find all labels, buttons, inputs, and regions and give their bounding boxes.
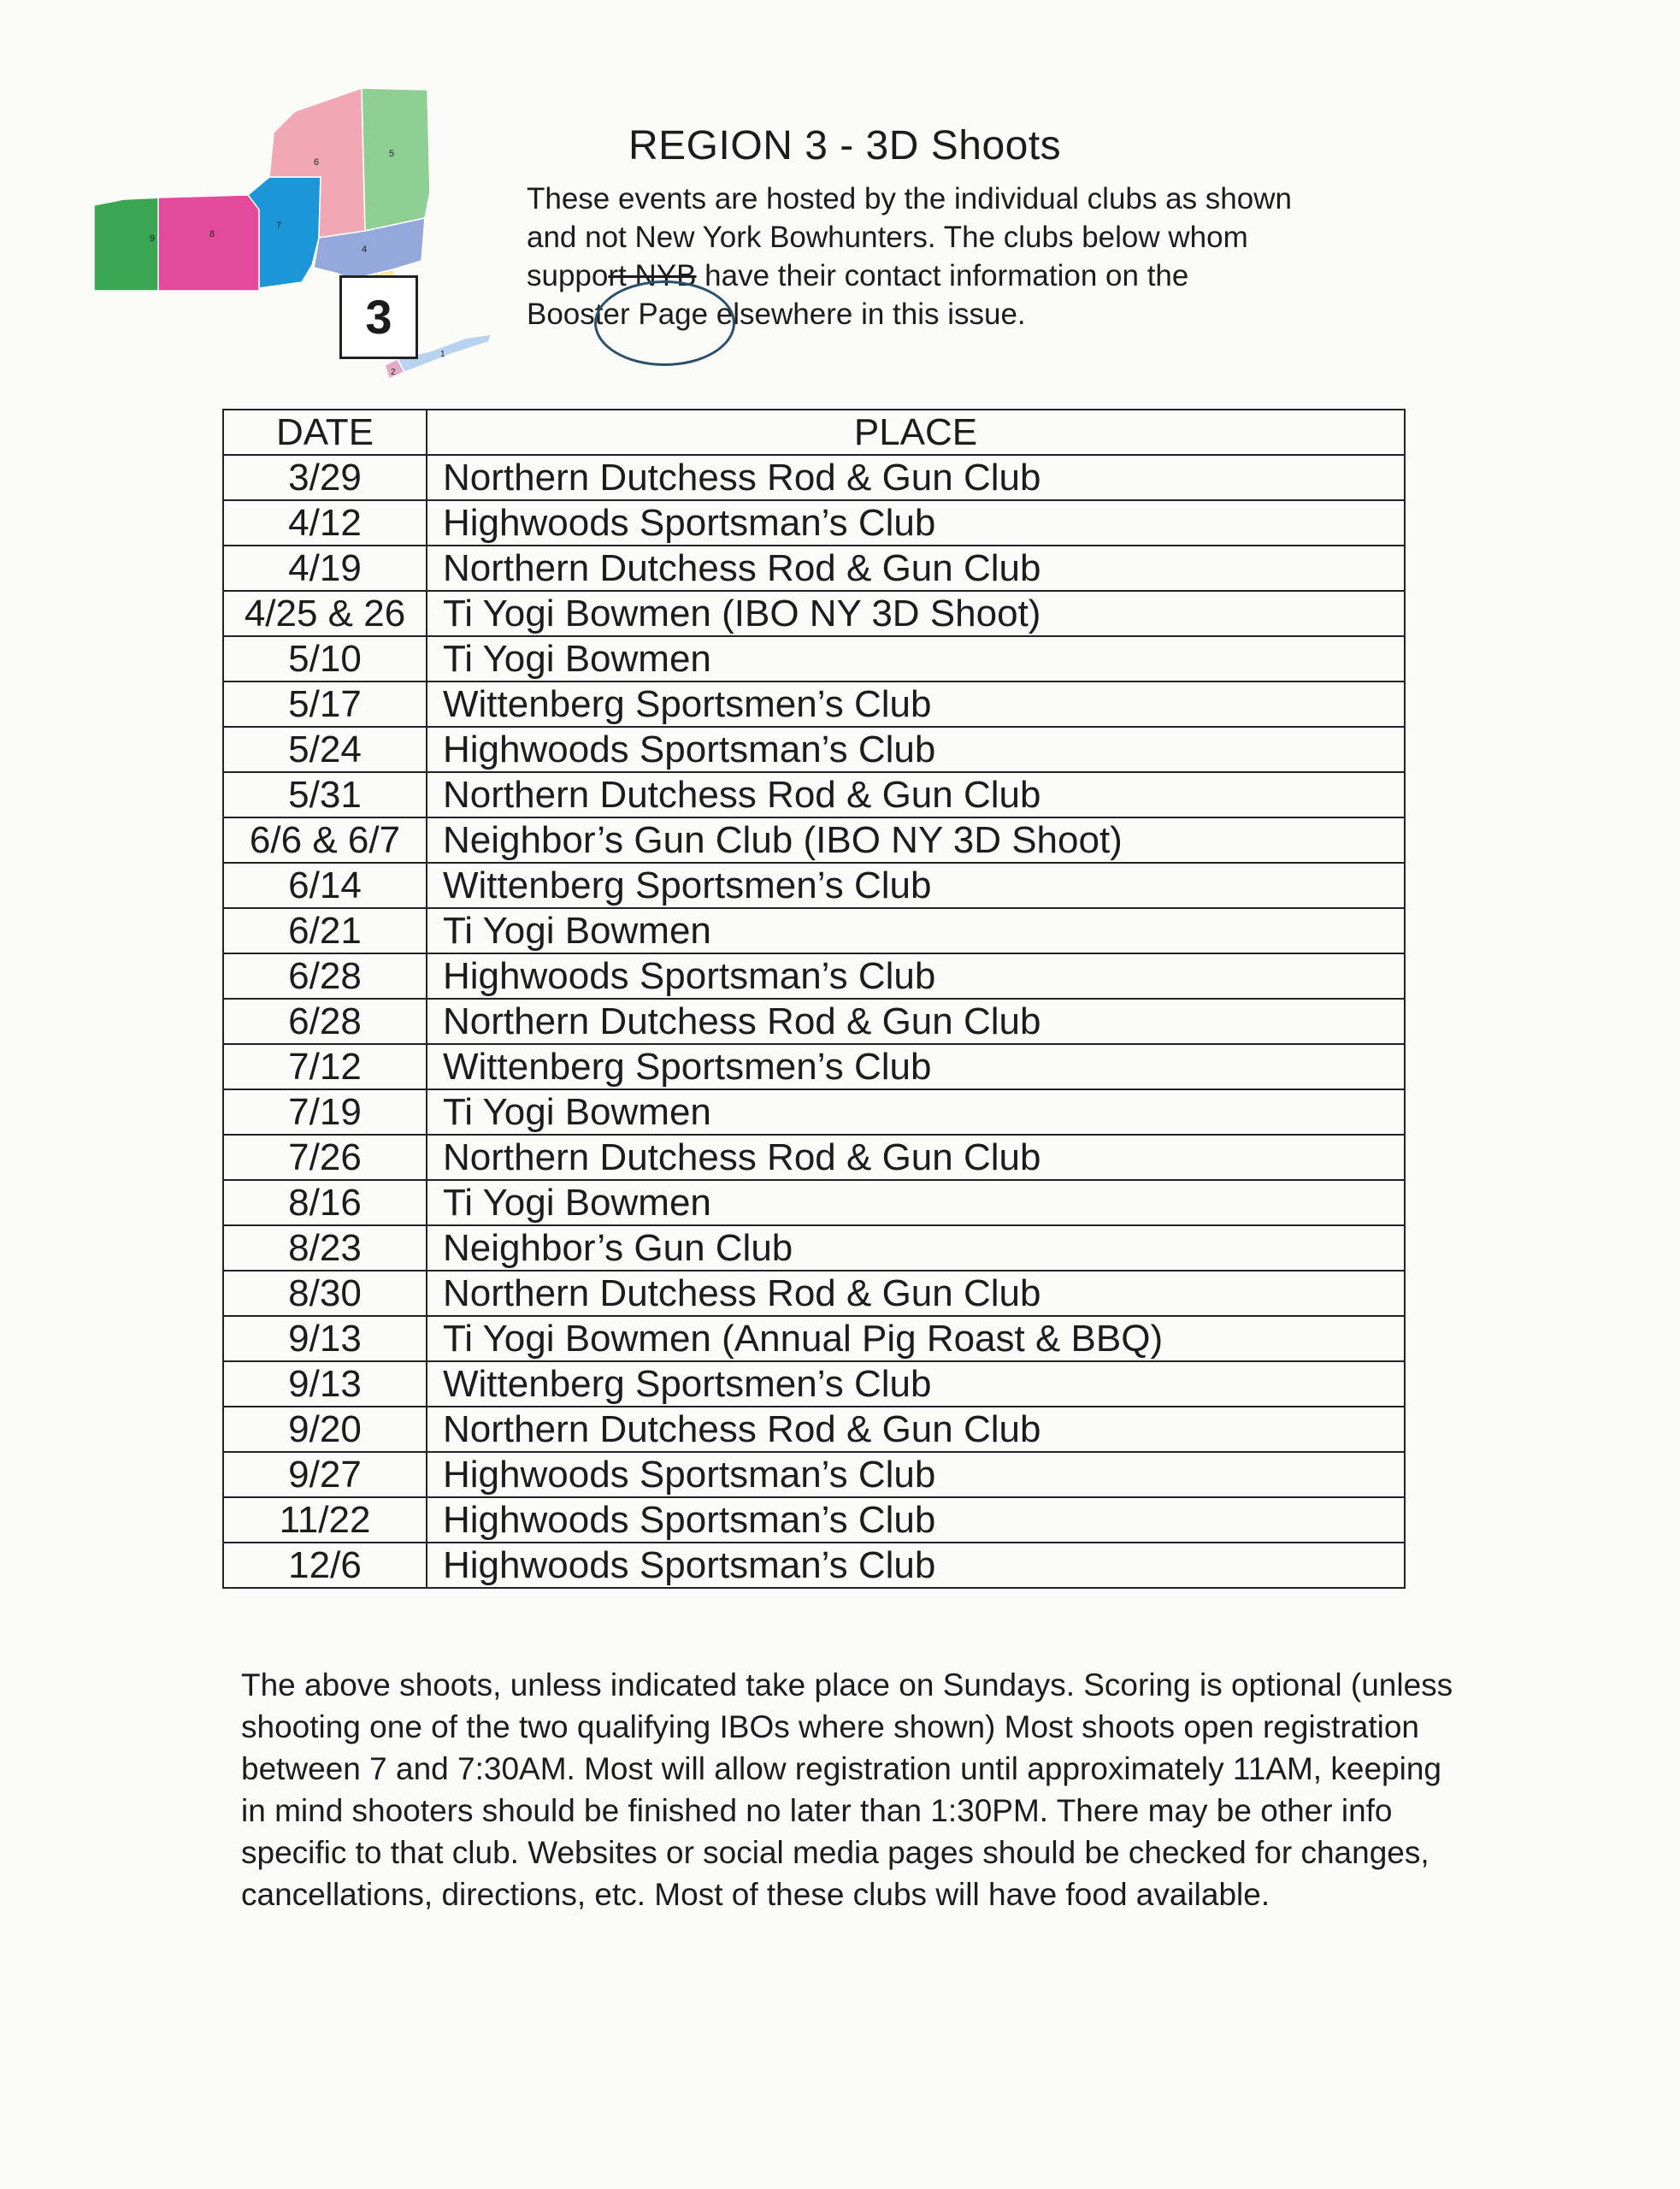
table-row bbox=[223, 1135, 1405, 1180]
map-label-8: 8 bbox=[209, 229, 215, 239]
place-cell: Neighbor’s Gun Club (IBO NY 3D Shoot) bbox=[427, 817, 1405, 863]
map-label-4: 4 bbox=[362, 245, 368, 255]
place-cell: Highwoods Sportsman’s Club bbox=[427, 1543, 1405, 1588]
table-row bbox=[223, 1089, 1405, 1135]
place-cell: Ti Yogi Bowmen (IBO NY 3D Shoot) bbox=[427, 591, 1405, 636]
intro-text: have their contact information on the bbox=[696, 259, 1189, 292]
map-label-2: 2 bbox=[391, 368, 396, 377]
table-row bbox=[223, 863, 1405, 908]
place-cell: Highwoods Sportsman’s Club bbox=[427, 1452, 1405, 1497]
map-label-6: 6 bbox=[314, 157, 320, 168]
date-cell: 6/14 bbox=[223, 863, 427, 908]
map-label-5: 5 bbox=[389, 149, 395, 159]
table-row bbox=[223, 1452, 1405, 1497]
place-cell: Highwoods Sportsman’s Club bbox=[427, 500, 1405, 546]
place-column-header: PLACE bbox=[427, 410, 1405, 455]
page-title: REGION 3 - 3D Shoots bbox=[628, 123, 1062, 168]
date-cell: 9/13 bbox=[223, 1361, 427, 1407]
date-cell: 6/6 & 6/7 bbox=[223, 817, 427, 863]
table-row bbox=[223, 500, 1405, 546]
date-cell: 7/26 bbox=[223, 1135, 427, 1180]
intro-line: and not New York Bowhunters. The clubs below whom bbox=[527, 221, 1248, 254]
place-cell: Ti Yogi Bowmen bbox=[427, 908, 1405, 953]
map-region-7 bbox=[248, 177, 321, 288]
table-row bbox=[223, 1316, 1405, 1361]
place-cell: Wittenberg Sportsmen’s Club bbox=[427, 1044, 1405, 1089]
date-cell: 8/30 bbox=[223, 1271, 427, 1316]
region-number-box: 3 bbox=[339, 275, 418, 359]
place-cell: Ti Yogi Bowmen bbox=[427, 636, 1405, 681]
table-row bbox=[223, 953, 1405, 999]
date-cell: 3/29 bbox=[223, 455, 427, 500]
table-row bbox=[223, 817, 1405, 863]
footer-line: in mind shooters should be finished no later than 1:30PM. There may be other info bbox=[241, 1793, 1393, 1828]
place-cell: Northern Dutchess Rod & Gun Club bbox=[427, 455, 1405, 500]
footer-notes bbox=[241, 1664, 1575, 1915]
table-row bbox=[223, 681, 1405, 727]
date-column-header: DATE bbox=[223, 410, 427, 455]
map-label-1: 1 bbox=[440, 350, 445, 359]
place-cell: Highwoods Sportsman’s Club bbox=[427, 953, 1405, 999]
date-cell: 6/28 bbox=[223, 953, 427, 999]
table-row bbox=[223, 1225, 1405, 1271]
date-cell: 8/23 bbox=[223, 1225, 427, 1271]
date-cell: 9/13 bbox=[223, 1316, 427, 1361]
place-cell: Northern Dutchess Rod & Gun Club bbox=[427, 999, 1405, 1044]
date-cell: 5/24 bbox=[223, 727, 427, 772]
date-cell: 4/25 & 26 bbox=[223, 591, 427, 636]
intro-line: These events are hosted by the individual clubs as shown bbox=[527, 182, 1292, 215]
place-cell: Wittenberg Sportsmen’s Club bbox=[427, 863, 1405, 908]
struck-text: rt NYB bbox=[608, 259, 697, 292]
place-cell: Highwoods Sportsman’s Club bbox=[427, 1497, 1405, 1543]
table-row bbox=[223, 546, 1405, 591]
place-cell: Northern Dutchess Rod & Gun Club bbox=[427, 1135, 1405, 1180]
map-label-7: 7 bbox=[276, 221, 282, 231]
date-cell: 5/17 bbox=[223, 681, 427, 727]
date-cell: 7/19 bbox=[223, 1089, 427, 1135]
date-cell: 9/20 bbox=[223, 1407, 427, 1452]
date-cell: 12/6 bbox=[223, 1543, 427, 1588]
place-cell: Northern Dutchess Rod & Gun Club bbox=[427, 546, 1405, 591]
place-cell: Northern Dutchess Rod & Gun Club bbox=[427, 1271, 1405, 1316]
table-row bbox=[223, 1543, 1405, 1588]
footer-line: specific to that club. Websites or social media pages should be checked for changes, bbox=[241, 1835, 1429, 1870]
map-label-9: 9 bbox=[150, 233, 156, 244]
place-cell: Highwoods Sportsman’s Club bbox=[427, 727, 1405, 772]
date-cell: 4/19 bbox=[223, 546, 427, 591]
map-region-8 bbox=[158, 195, 261, 291]
table-row bbox=[223, 1497, 1405, 1543]
footer-line: shooting one of the two qualifying IBOs where shown) Most shoots open registration bbox=[241, 1709, 1419, 1744]
date-cell: 9/27 bbox=[223, 1452, 427, 1497]
table-row bbox=[223, 636, 1405, 681]
footer-line: between 7 and 7:30AM. Most will allow registration until approximately 11AM, keeping bbox=[241, 1751, 1441, 1786]
table-row bbox=[223, 908, 1405, 953]
table-row bbox=[223, 1361, 1405, 1407]
table-row bbox=[223, 455, 1405, 500]
map-region-9 bbox=[94, 198, 162, 291]
table-row bbox=[223, 1180, 1405, 1225]
place-cell: Ti Yogi Bowmen (Annual Pig Roast & BBQ) bbox=[427, 1316, 1405, 1361]
date-cell: 8/16 bbox=[223, 1180, 427, 1225]
table-row bbox=[223, 591, 1405, 636]
place-cell: Neighbor’s Gun Club bbox=[427, 1225, 1405, 1271]
place-cell: Ti Yogi Bowmen bbox=[427, 1089, 1405, 1135]
intro-line: Booster Page elsewhere in this issue. bbox=[527, 298, 1026, 331]
map-region-5 bbox=[362, 88, 430, 231]
date-cell: 6/28 bbox=[223, 999, 427, 1044]
table-row bbox=[223, 999, 1405, 1044]
table-header-row bbox=[223, 410, 1405, 455]
place-cell: Northern Dutchess Rod & Gun Club bbox=[427, 772, 1405, 817]
footer-line: The above shoots, unless indicated take place on Sundays. Scoring is optional (unless bbox=[241, 1667, 1453, 1702]
footer-line: cancellations, directions, etc. Most of these clubs will have food available. bbox=[241, 1877, 1270, 1912]
place-cell: Northern Dutchess Rod & Gun Club bbox=[427, 1407, 1405, 1452]
date-cell: 6/21 bbox=[223, 908, 427, 953]
place-cell: Wittenberg Sportsmen’s Club bbox=[427, 1361, 1405, 1407]
intro-text: suppo bbox=[527, 259, 609, 292]
date-cell: 11/22 bbox=[223, 1497, 427, 1543]
date-cell: 5/10 bbox=[223, 636, 427, 681]
table-row bbox=[223, 772, 1405, 817]
handwritten-circle-annotation bbox=[594, 280, 735, 366]
ny-regions-map bbox=[90, 81, 513, 389]
table-row bbox=[223, 1407, 1405, 1452]
schedule-body bbox=[223, 455, 1405, 1588]
shoot-schedule-table bbox=[222, 409, 1406, 1589]
date-cell: 7/12 bbox=[223, 1044, 427, 1089]
table-row bbox=[223, 1271, 1405, 1316]
table-row bbox=[223, 1044, 1405, 1089]
place-cell: Wittenberg Sportsmen’s Club bbox=[427, 681, 1405, 727]
date-cell: 5/31 bbox=[223, 772, 427, 817]
table-row bbox=[223, 727, 1405, 772]
place-cell: Ti Yogi Bowmen bbox=[427, 1180, 1405, 1225]
date-cell: 4/12 bbox=[223, 500, 427, 546]
